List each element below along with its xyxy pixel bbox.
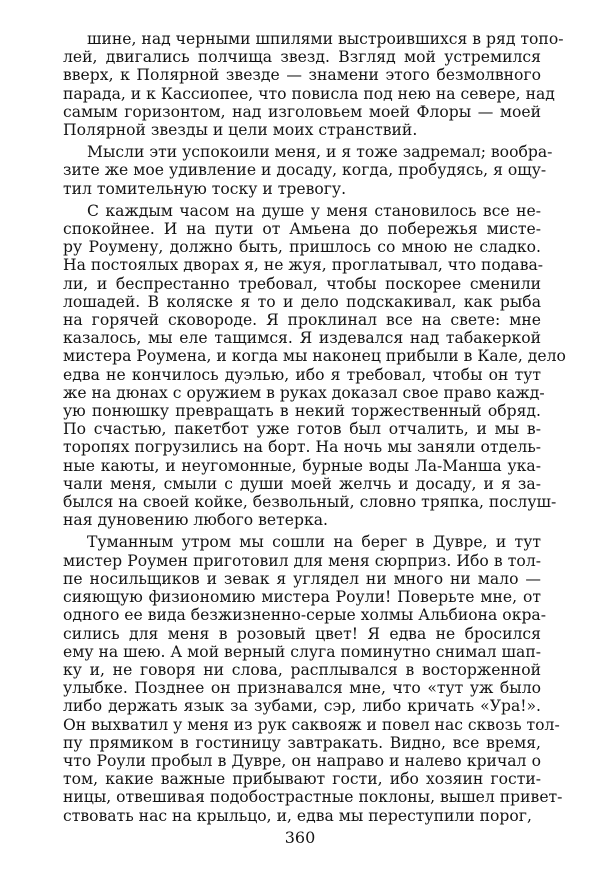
text-line: ру Роумену, должно быть, пришлось со мною не сладко. [63,238,541,257]
text-line: чали меня, смыли с души моей желчь и досаду, и я за- [63,474,541,493]
text-line: сияющую физиономию мистера Роули! Поверьте мне, от [63,588,541,607]
paragraph [63,201,566,530]
text-line: Мысли эти успокоили меня, и я тоже задремал; вообра- [87,143,553,162]
text-line: лей, двигались полчища звезд. Взгляд мой устремился [63,48,541,67]
paragraph [63,30,564,140]
text-line: улыбке. Позднее он признавался мне, что «тут уж было [63,679,541,698]
text-line: ствовать нас на крыльцо, и, едва мы переступили порог, [63,806,532,825]
text-line: Он выхватил у меня из рук саквояж и повел нас сквозь тол- [63,715,560,734]
text-line: ли, и беспрестанно требовал, чтобы поскорее сменили [63,274,541,293]
paragraph [63,533,563,825]
text-line: парада, и к Кассиопее, что повисла под нею на севере, над [63,84,555,103]
text-line: либо держать язык за зубами, сэр, либо кричать «Ура!». [63,697,541,716]
paragraph [63,143,553,198]
text-line: По счастью, пакетбот уже готов был отчалить, и мы в- [63,420,541,439]
text-line: том, какие важные прибывают гости, ибо хозяин гости- [63,770,541,789]
text-line: пу прямиком в гостиницу завтракать. Видно, все время, [63,733,541,752]
text-line: казалось, мы еле тащимся. Я издевался над табакеркой [63,329,541,348]
text-line: пе носильщиков и зевак я углядел ни много ни мало — [63,569,541,588]
text-line: ую понюшку превращать в некий торжественный обряд. [63,402,541,421]
body-text [63,30,566,825]
text-line: на горячей сковороде. Я проклинал все на свете: мне [63,311,541,330]
text-line: что Роули пробыл в Дувре, он направо и налево кричал о [63,751,541,770]
text-line: тил томительную тоску и тревогу. [63,179,347,198]
text-line: вверх, к Полярной звезде — знамени этого безмолвного [63,66,541,85]
text-line: же на дюнах с оружием в руках доказал свое право кажд- [63,383,545,402]
text-line: мистер Роумен приготовил для меня сюрприз. Ибо в тол- [63,551,541,570]
text-line: самым горизонтом, над изголовьем моей Флоры — моей [63,102,541,121]
text-line: спокойнее. И на пути от Амьена до побережья мисте- [63,220,541,239]
text-line: ные каюты, и неугомонные, бурные воды Ла-Манша ука- [63,456,541,475]
text-line: зите же мое удивление и досаду, когда, пробудясь, я ощу- [63,161,547,180]
text-line: мистера Роумена, и когда мы наконец прибыли в Кале, дело [63,347,566,366]
text-line: сились для меня в розовый цвет! Я едва не бросился [63,624,541,643]
text-line: лошадей. В коляске я то и дело подскакивал, как рыба [63,292,541,311]
text-line: былся на своей койке, безвольный, словно тряпка, послуш- [63,493,557,512]
text-line: одного ее вида безжизненно-серые холмы Альбиона окра- [63,606,546,625]
text-line: Туманным утром мы сошли на берег в Дувре, и тут [87,533,541,552]
text-line: Полярной звезды и цели моих странствий. [63,121,418,140]
text-line: На постоялых дворах я, не жуя, проглатывал, что подава- [63,256,544,275]
text-line: торопях погрузились на борт. На ночь мы заняли отдель- [63,438,541,457]
text-line: ная дуновению любого ветерка. [63,511,328,530]
page-number: 360 [284,828,316,847]
text-line: С каждым часом на душе у меня становилось все не- [87,201,541,220]
text-line: шине, над черными шпилями выстроившихся в ряд топо- [87,30,564,48]
text-line: ку и, не говоря ни слова, расплывался в восторженной [63,660,541,679]
text-line: ницы, отвешивая подобострастные поклоны, вышел привет- [63,788,563,807]
text-line: едва не кончилось дуэлью, ибо я требовал, чтобы он тут [63,365,541,384]
text-line: ему на шею. А мой верный слуга поминутно снимал шап- [63,642,541,661]
